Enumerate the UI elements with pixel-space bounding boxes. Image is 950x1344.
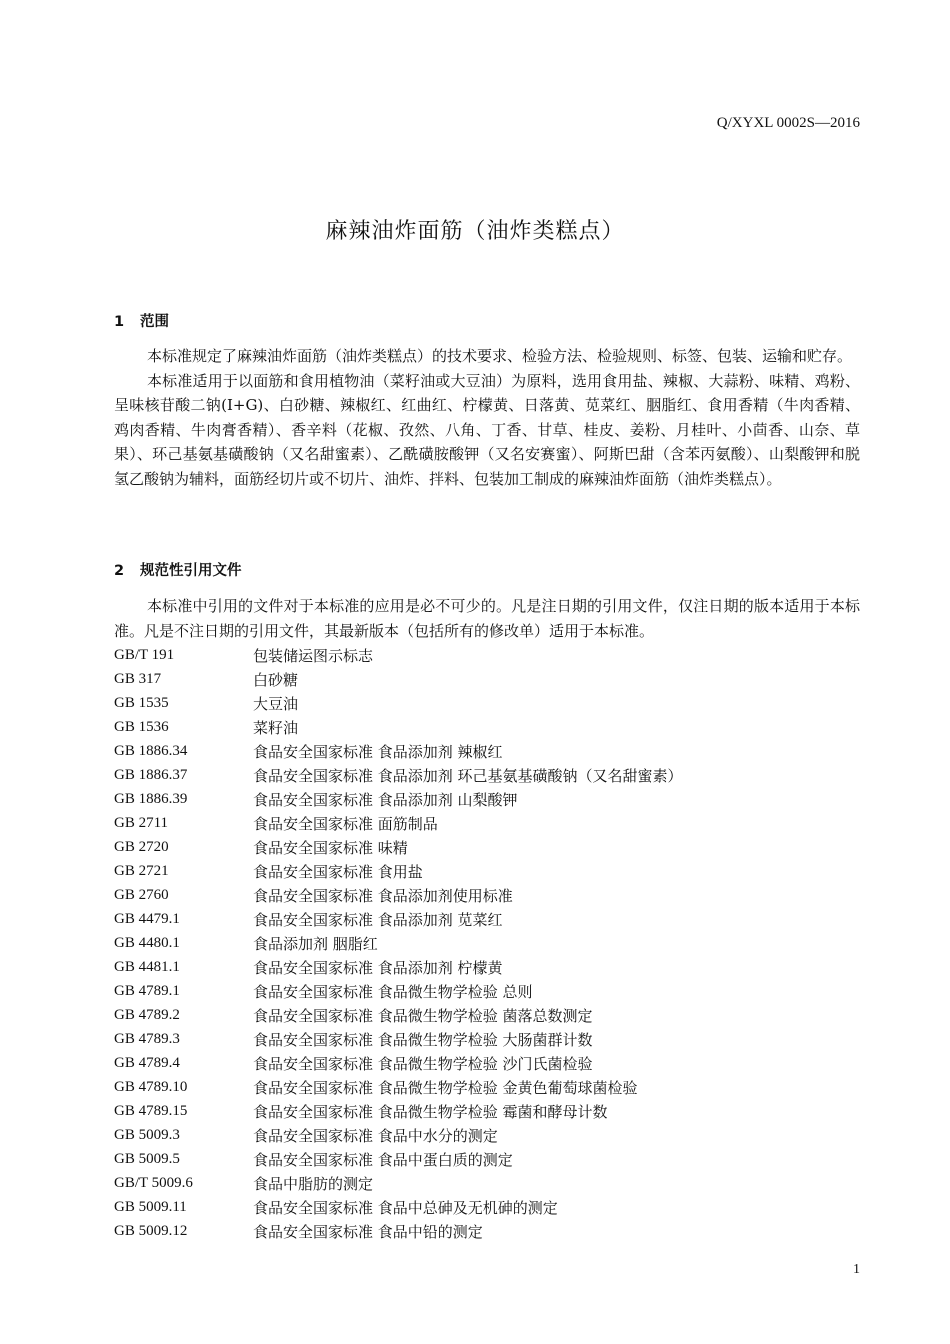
reference-row [114,1099,860,1123]
reference-row [114,763,860,787]
reference-title: 食品安全国家标准 食品添加剂 苋菜红 [253,910,503,929]
reference-row [114,715,860,739]
reference-row [114,1123,860,1147]
section-1-heading [114,310,169,331]
reference-code: GB 2721 [114,862,169,879]
reference-row [114,691,860,715]
reference-title: 食品安全国家标准 食品中铅的测定 [253,1222,483,1241]
reference-code: GB 1535 [114,694,169,711]
reference-row [114,955,860,979]
reference-row [114,1051,860,1075]
reference-code: GB 4480.1 [114,934,180,951]
reference-row [114,907,860,931]
reference-code: GB/T 5009.6 [114,1174,193,1191]
standard-code: Q/XYXL 0002S—2016 [716,115,860,131]
paragraph: 本标准规定了麻辣油炸面筋（油炸类糕点）的技术要求、检验方法、检验规则、标签、包装、运输和贮存。 [147,347,853,365]
reference-title: 食品添加剂 胭脂红 [253,934,378,953]
reference-code: GB 2760 [114,886,169,903]
reference-title: 食品安全国家标准 食品微生物学检验 金黄色葡萄球菌检验 [253,1078,638,1097]
reference-title: 食品安全国家标准 面筋制品 [253,814,438,833]
reference-code: GB 317 [114,670,162,687]
reference-row [114,1075,860,1099]
reference-code: GB 2720 [114,838,169,855]
section-2-heading [114,559,242,580]
reference-code: GB 4481.1 [114,958,180,975]
reference-row [114,787,860,811]
reference-code: GB 4789.1 [114,982,180,999]
reference-title: 食品安全国家标准 食用盐 [253,862,423,881]
reference-row [114,1219,860,1243]
reference-code: GB 5009.5 [114,1150,180,1167]
reference-code: GB/T 191 [114,646,175,663]
reference-row [114,667,860,691]
reference-code: GB 4789.15 [114,1102,188,1119]
reference-title: 食品安全国家标准 食品中总砷及无机砷的测定 [253,1198,558,1217]
reference-row [114,1171,860,1195]
reference-list [114,643,860,1243]
reference-code: GB 4789.10 [114,1078,188,1095]
paragraph: 本标准中引用的文件对于本标准的应用是必不可少的。凡是注日期的引用文件，仅注日期的版本适用于本标准。凡是不注日期的引用文件，其最新版本（包括所有的修改单）适用于本标准。 [114,597,860,640]
reference-title: 白砂糖 [253,670,299,689]
reference-title: 食品安全国家标准 食品微生物学检验 霉菌和酵母计数 [253,1102,608,1121]
reference-title: 食品安全国家标准 食品添加剂 柠檬黄 [253,958,503,977]
reference-title: 食品安全国家标准 食品添加剂使用标准 [253,886,513,905]
section-title: 规范性引用文件 [140,563,242,579]
reference-row [114,739,860,763]
reference-code: GB 4789.4 [114,1054,180,1071]
section-1-body [114,344,860,491]
reference-title: 食品安全国家标准 食品微生物学检验 菌落总数测定 [253,1006,593,1025]
reference-code: GB 1886.34 [114,742,188,759]
reference-row [114,1195,860,1219]
reference-title: 食品中脂肪的测定 [253,1174,374,1193]
reference-title: 食品安全国家标准 味精 [253,838,408,857]
reference-title: 食品安全国家标准 食品添加剂 辣椒红 [253,742,503,761]
reference-row [114,1003,860,1027]
section-number: 2 [114,563,125,579]
reference-code: GB 5009.3 [114,1126,180,1143]
reference-title: 食品安全国家标准 食品中水分的测定 [253,1126,498,1145]
reference-code: GB 4789.2 [114,1006,180,1023]
reference-title: 食品安全国家标准 食品微生物学检验 大肠菌群计数 [253,1030,593,1049]
reference-row [114,859,860,883]
reference-code: GB 5009.12 [114,1222,188,1239]
reference-row [114,1027,860,1051]
reference-title: 食品安全国家标准 食品微生物学检验 总则 [253,982,533,1001]
section-number: 1 [114,314,125,330]
reference-code: GB 1536 [114,718,169,735]
reference-code: GB 4479.1 [114,910,180,927]
reference-code: GB 4789.3 [114,1030,180,1047]
reference-code: GB 1886.37 [114,766,188,783]
reference-row [114,1147,860,1171]
reference-title: 包装储运图示标志 [253,646,374,665]
reference-row [114,835,860,859]
reference-row [114,979,860,1003]
reference-title: 食品安全国家标准 食品微生物学检验 沙门氏菌检验 [253,1054,593,1073]
reference-title: 菜籽油 [253,718,299,737]
reference-row [114,931,860,955]
reference-row [114,643,860,667]
reference-code: GB 2711 [114,814,169,831]
paragraph: 本标准适用于以面筋和食用植物油（菜籽油或大豆油）为原料，选用食用盐、辣椒、大蒜粉、味精、鸡粉、呈味核苷酸二钠(I+G)、白砂糖、辣椒红、红曲红、柠檬黄、日落黄、苋菜红、胭脂红、食用香精（牛肉香精、鸡肉香精、牛肉膏香精）、香辛料（花椒、孜然、八角、丁香、甘草、桂皮、姜粉、月桂叶、小茴香、山奈、草果）、环己基氨基磺酸钠（又名甜蜜素）、乙酰磺胺酸钾（又名安赛蜜）、阿斯巴甜（含苯丙氨酸）、山梨酸钾和脱氢乙酸钠为辅料，面筋经切片或不切片、油炸、拌料、包装加工制成的麻辣油炸面筋（油炸类糕点）。 [114,371,860,488]
reference-title: 食品安全国家标准 食品中蛋白质的测定 [253,1150,513,1169]
reference-row [114,883,860,907]
reference-code: GB 5009.11 [114,1198,187,1215]
reference-title: 食品安全国家标准 食品添加剂 山梨酸钾 [253,790,518,809]
reference-title: 食品安全国家标准 食品添加剂 环己基氨基磺酸钠（又名甜蜜素） [253,766,683,785]
reference-title: 大豆油 [253,694,299,713]
document-title: 麻辣油炸面筋（油炸类糕点） [325,219,625,244]
reference-row [114,811,860,835]
section-title: 范围 [140,314,169,330]
page-number: 1 [853,1262,860,1277]
section-2-body [114,594,860,643]
reference-code: GB 1886.39 [114,790,188,807]
